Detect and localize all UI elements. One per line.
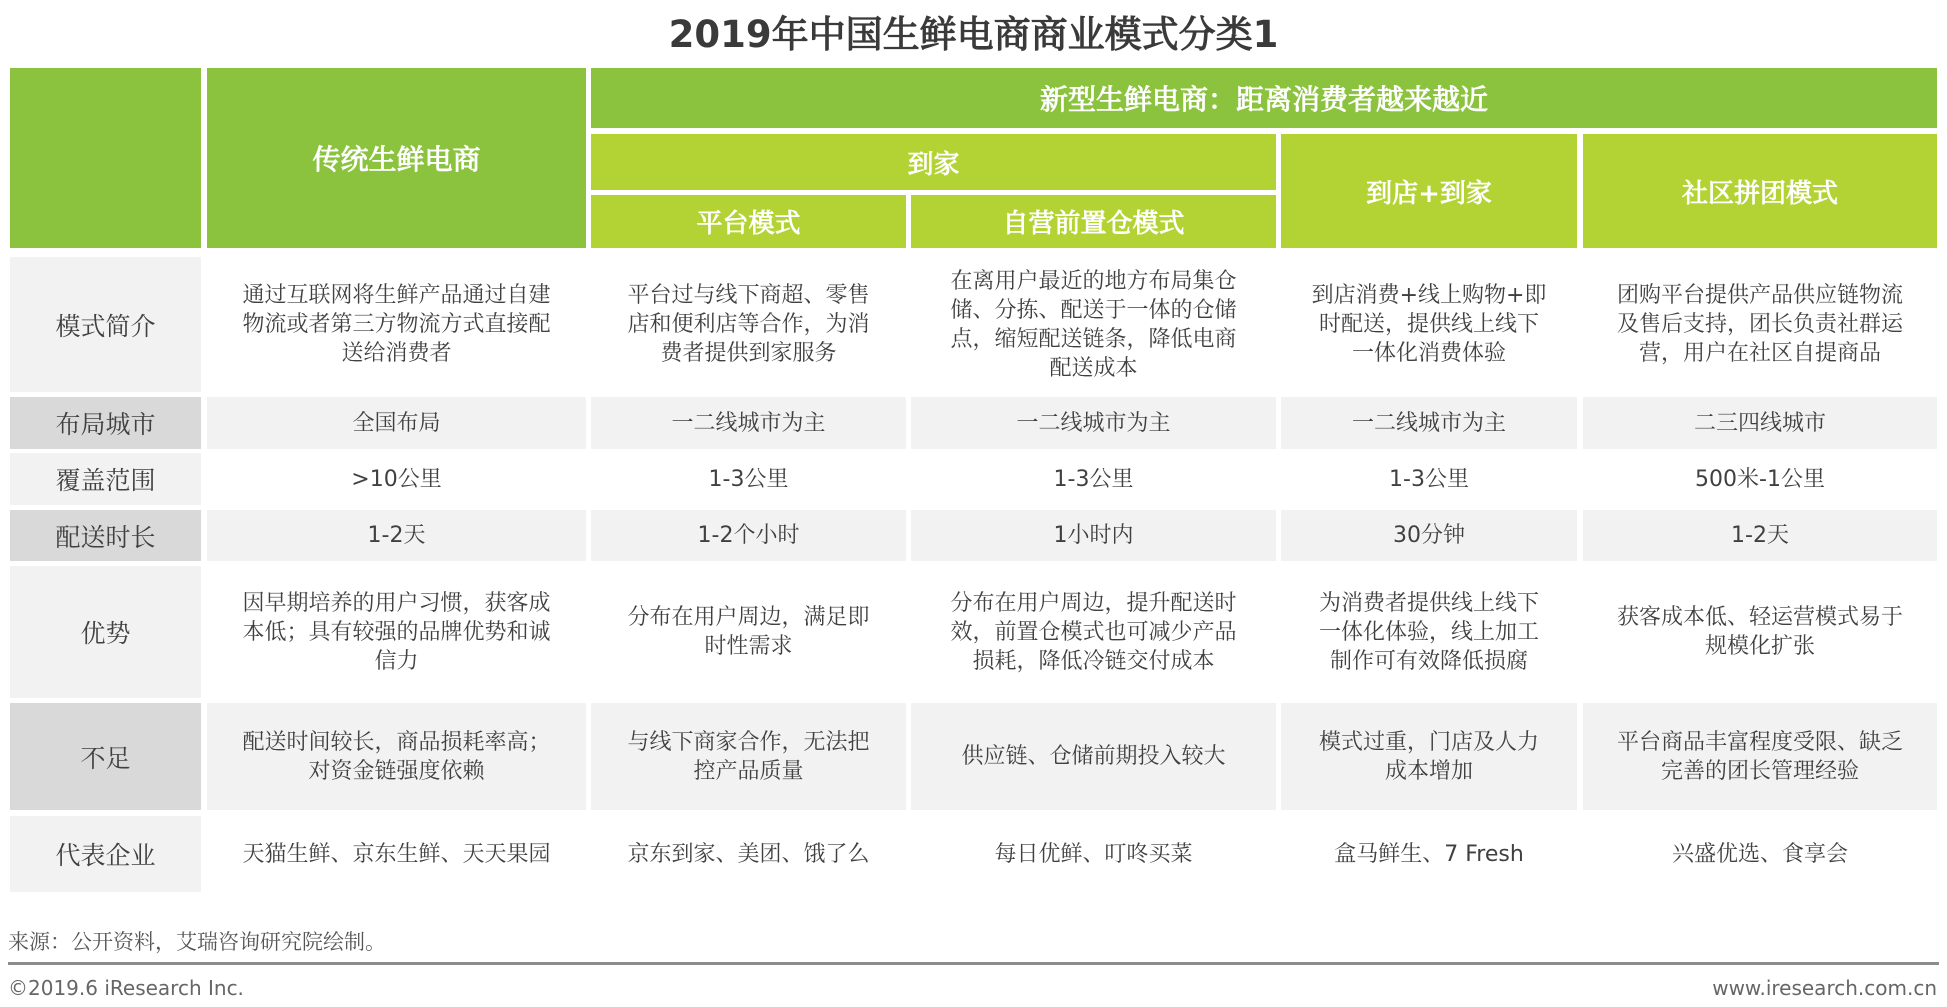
table-cell: 1-3公里 <box>1281 453 1577 505</box>
row-label: 不足 <box>10 703 201 810</box>
header-community: 社区拼团模式 <box>1583 134 1937 248</box>
header-platform: 平台模式 <box>591 195 906 248</box>
table-cell: 盒马鲜生、7 Fresh <box>1281 816 1577 892</box>
table-cell: 1-3公里 <box>591 453 906 505</box>
table-cell: 分布在用户周边，满足即时性需求 <box>591 566 906 698</box>
table-cell: 京东到家、美团、饿了么 <box>591 816 906 892</box>
row-label: 布局城市 <box>10 397 201 449</box>
table-cell: 1-2天 <box>207 510 586 561</box>
page-title: 2019年中国生鲜电商商业模式分类1 <box>668 13 1279 56</box>
table-cell: 平台商品丰富程度受限、缺乏完善的团长管理经验 <box>1583 703 1937 810</box>
table-cell: 因早期培养的用户习惯，获客成本低；具有较强的品牌优势和诚信力 <box>207 566 586 698</box>
table-cell: 一二线城市为主 <box>1281 397 1577 449</box>
copyright: ©2019.6 iResearch Inc. <box>8 976 244 1000</box>
table-cell: 供应链、仓储前期投入较大 <box>911 703 1276 810</box>
table-cell: 兴盛优选、食享会 <box>1583 816 1937 892</box>
header-traditional: 传统生鲜电商 <box>207 68 586 248</box>
row-label: 优势 <box>10 566 201 698</box>
header-new-type: 新型生鲜电商：距离消费者越来越近 <box>591 68 1937 128</box>
table-cell: 一二线城市为主 <box>591 397 906 449</box>
table-cell: 获客成本低、轻运营模式易于规模化扩张 <box>1583 566 1937 698</box>
table-cell: 每日优鲜、叮咚买菜 <box>911 816 1276 892</box>
table-cell: 天猫生鲜、京东生鲜、天天果园 <box>207 816 586 892</box>
table-cell: 团购平台提供产品供应链物流及售后支持，团长负责社群运营，用户在社区自提商品 <box>1583 257 1937 392</box>
table-cell: 30分钟 <box>1281 510 1577 561</box>
table-cell: 分布在用户周边，提升配送时效，前置仓模式也可减少产品损耗，降低冷链交付成本 <box>911 566 1276 698</box>
website: www.iresearch.com.cn <box>1712 976 1937 1000</box>
table-cell: 到店消费+线上购物+即时配送，提供线上线下一体化消费体验 <box>1281 257 1577 392</box>
table-cell: 1-3公里 <box>911 453 1276 505</box>
row-label: 代表企业 <box>10 816 201 892</box>
table-cell: 通过互联网将生鲜产品通过自建物流或者第三方物流方式直接配送给消费者 <box>207 257 586 392</box>
row-label: 模式简介 <box>10 257 201 392</box>
table-cell: 与线下商家合作，无法把控产品质量 <box>591 703 906 810</box>
source-note: 来源：公开资料，艾瑞咨询研究院绘制。 <box>8 930 386 954</box>
corner-cell <box>10 68 201 248</box>
table-cell: >10公里 <box>207 453 586 505</box>
table-cell: 为消费者提供线上线下一体化体验，线上加工制作可有效降低损腐 <box>1281 566 1577 698</box>
table-cell: 在离用户最近的地方布局集仓储、分拣、配送于一体的仓储点，缩短配送链条，降低电商配送成本 <box>911 257 1276 392</box>
table-cell: 平台过与线下商超、零售店和便利店等合作，为消费者提供到家服务 <box>591 257 906 392</box>
table-cell: 一二线城市为主 <box>911 397 1276 449</box>
table-cell: 1小时内 <box>911 510 1276 561</box>
table-cell: 配送时间较长，商品损耗率高；对资金链强度依赖 <box>207 703 586 810</box>
divider <box>8 962 1939 965</box>
table-cell: 全国布局 <box>207 397 586 449</box>
table-cell: 500米-1公里 <box>1583 453 1937 505</box>
header-self-warehouse: 自营前置仓模式 <box>911 195 1276 248</box>
table-cell: 1-2天 <box>1583 510 1937 561</box>
table-cell: 1-2个小时 <box>591 510 906 561</box>
header-to-store-home: 到店+到家 <box>1281 134 1577 248</box>
table-cell: 模式过重，门店及人力成本增加 <box>1281 703 1577 810</box>
table-cell: 二三四线城市 <box>1583 397 1937 449</box>
header-to-home: 到家 <box>591 134 1276 190</box>
row-label: 覆盖范围 <box>10 453 201 505</box>
row-label: 配送时长 <box>10 510 201 561</box>
